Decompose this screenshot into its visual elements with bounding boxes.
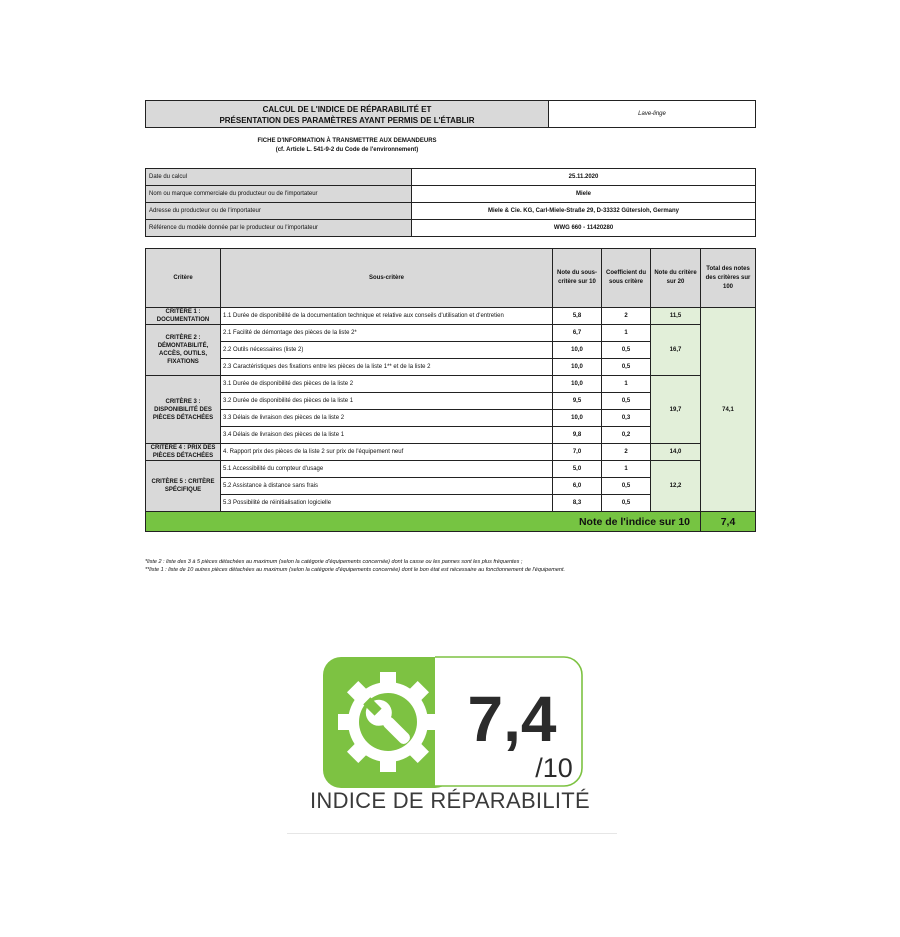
sous-critere-coefficient: 1 bbox=[602, 461, 651, 478]
sous-critere-coefficient: 0,3 bbox=[602, 410, 651, 427]
sous-critere-note: 5,8 bbox=[553, 308, 602, 325]
final-score-label: Note de l'indice sur 10 bbox=[146, 512, 701, 532]
criteria-table bbox=[145, 248, 756, 532]
logo-caption: INDICE DE RÉPARABILITÉ bbox=[309, 788, 591, 813]
header-total: Total des notes des critères sur 100 bbox=[701, 249, 756, 308]
footnotes bbox=[145, 558, 765, 574]
sous-critere-label: 3.4 Délais de livraison des pièces de la liste 1 bbox=[221, 427, 553, 444]
critere-label: CRITÈRE 5 : CRITÈRE SPÉCIFIQUE bbox=[146, 461, 221, 512]
fiche-heading bbox=[145, 137, 549, 155]
sous-critere-note: 10,0 bbox=[553, 359, 602, 376]
footnote-liste-1: **liste 1 : liste de 10 autres pièces détachées au maximum (selon la catégorie d'équipements concernée) dont le bon état est nécessaire au fonctionnement de l'équipement. bbox=[145, 567, 566, 573]
fiche-line-2: (cf. Article L. 541-9-2 du Code de l'environnement) bbox=[275, 147, 419, 153]
info-table bbox=[145, 168, 756, 237]
table-row bbox=[146, 444, 756, 461]
final-score-value: 7,4 bbox=[701, 512, 756, 532]
sous-critere-coefficient: 0,5 bbox=[602, 478, 651, 495]
info-label: Adresse du producteur ou de l'importateur bbox=[146, 203, 412, 220]
info-row bbox=[146, 203, 756, 220]
critere-note-sur-20: 16,7 bbox=[651, 325, 701, 376]
sous-critere-note: 9,8 bbox=[553, 427, 602, 444]
document-title bbox=[145, 100, 549, 128]
sous-critere-label: 4. Rapport prix des pièces de la liste 2 sur prix de l'équipement neuf bbox=[221, 444, 553, 461]
sous-critere-label: 3.1 Durée de disponibilité des pièces de la liste 2 bbox=[221, 376, 553, 393]
logo-score: 7,4 bbox=[467, 683, 557, 755]
sous-critere-label: 1.1 Durée de disponibilité de la documentation technique et relative aux conseils d'utilisation et d'entretien bbox=[221, 308, 553, 325]
header-note-critere: Note du critère sur 20 bbox=[651, 249, 701, 308]
sous-critere-label: 5.1 Accessibilité du compteur d'usage bbox=[221, 461, 553, 478]
sous-critere-note: 10,0 bbox=[553, 410, 602, 427]
critere-note-sur-20: 12,2 bbox=[651, 461, 701, 512]
critere-note-sur-20: 14,0 bbox=[651, 444, 701, 461]
critere-label: CRITÈRE 1 : DOCUMENTATION bbox=[146, 308, 221, 325]
sous-critere-note: 5,0 bbox=[553, 461, 602, 478]
header-coefficient: Coefficient du sous critère bbox=[602, 249, 651, 308]
divider bbox=[287, 833, 617, 834]
info-row bbox=[146, 186, 756, 203]
sous-critere-coefficient: 0,2 bbox=[602, 427, 651, 444]
logo-denominator: /10 bbox=[535, 753, 573, 783]
gear-wrench-icon bbox=[338, 672, 438, 772]
critere-label: CRITÈRE 2 : DÉMONTABILITÉ, ACCÈS, OUTILS, FIXATIONS bbox=[146, 325, 221, 376]
sous-critere-note: 10,0 bbox=[553, 342, 602, 359]
table-row bbox=[146, 308, 756, 325]
sous-critere-note: 9,5 bbox=[553, 393, 602, 410]
final-score-row bbox=[146, 512, 756, 532]
sous-critere-coefficient: 0,5 bbox=[602, 393, 651, 410]
info-row bbox=[146, 169, 756, 186]
sous-critere-label: 2.3 Caractéristiques des fixations entre les pièces de la liste 1** et de la liste 2 bbox=[221, 359, 553, 376]
sous-critere-note: 6,0 bbox=[553, 478, 602, 495]
sous-critere-coefficient: 2 bbox=[602, 308, 651, 325]
info-value: WWG 660 - 11420280 bbox=[412, 220, 756, 237]
info-value: Miele bbox=[412, 186, 756, 203]
sous-critere-note: 10,0 bbox=[553, 376, 602, 393]
header-note-sous-critere: Note du sous-critère sur 10 bbox=[553, 249, 602, 308]
table-row bbox=[146, 376, 756, 393]
sous-critere-label: 2.2 Outils nécessaires (liste 2) bbox=[221, 342, 553, 359]
sous-critere-coefficient: 0,5 bbox=[602, 342, 651, 359]
sous-critere-label: 5.3 Possibilité de réinitialisation logicielle bbox=[221, 495, 553, 512]
sous-critere-note: 8,3 bbox=[553, 495, 602, 512]
table-row bbox=[146, 325, 756, 342]
sous-critere-coefficient: 1 bbox=[602, 376, 651, 393]
sous-critere-note: 7,0 bbox=[553, 444, 602, 461]
sous-critere-coefficient: 1 bbox=[602, 325, 651, 342]
total-sur-100: 74,1 bbox=[701, 308, 756, 512]
title-line-1: CALCUL DE L'INDICE DE RÉPARABILITÉ ET bbox=[262, 105, 432, 114]
sous-critere-note: 6,7 bbox=[553, 325, 602, 342]
sous-critere-coefficient: 2 bbox=[602, 444, 651, 461]
critere-note-sur-20: 19,7 bbox=[651, 376, 701, 444]
critere-label: CRITÈRE 4 : PRIX DES PIÈCES DÉTACHÉES bbox=[146, 444, 221, 461]
footnote-liste-2: *liste 2 : liste des 3 à 5 pièces détachées au maximum (selon la catégorie d'équipements concernée) dont la casse ou les pannes sont les plus fréquentes ; bbox=[145, 559, 523, 565]
sous-critere-label: 3.3 Délais de livraison des pièces de la liste 2 bbox=[221, 410, 553, 427]
sous-critere-label: 5.2 Assistance à distance sans frais bbox=[221, 478, 553, 495]
fiche-line-1: FICHE D'INFORMATION À TRANSMETTRE AUX DEMANDEURS bbox=[257, 138, 437, 144]
sous-critere-coefficient: 0,5 bbox=[602, 495, 651, 512]
critere-label: CRITÈRE 3 : DISPONIBILITÉ DES PIÈCES DÉTACHÉES bbox=[146, 376, 221, 444]
info-row bbox=[146, 220, 756, 237]
info-label: Référence du modèle donnée par le producteur ou l'importateur bbox=[146, 220, 412, 237]
title-line-2: PRÉSENTATION DES PARAMÈTRES AYANT PERMIS DE L'ÉTABLIR bbox=[219, 116, 475, 125]
product-type: Lave-linge bbox=[549, 100, 756, 128]
sous-critere-label: 3.2 Durée de disponibilité des pièces de la liste 1 bbox=[221, 393, 553, 410]
critere-note-sur-20: 11,5 bbox=[651, 308, 701, 325]
info-value: 25.11.2020 bbox=[412, 169, 756, 186]
header-critere: Critère bbox=[146, 249, 221, 308]
table-row bbox=[146, 461, 756, 478]
repairability-logo bbox=[322, 656, 584, 789]
sous-critere-label: 2.1 Facilité de démontage des pièces de la liste 2* bbox=[221, 325, 553, 342]
sous-critere-coefficient: 0,5 bbox=[602, 359, 651, 376]
info-label: Date du calcul bbox=[146, 169, 412, 186]
info-label: Nom ou marque commerciale du producteur ou de l'importateur bbox=[146, 186, 412, 203]
header-sous-critere: Sous-critère bbox=[221, 249, 553, 308]
info-value: Miele & Cie. KG, Carl-Miele-Straße 29, D-33332 Gütersloh, Germany bbox=[412, 203, 756, 220]
